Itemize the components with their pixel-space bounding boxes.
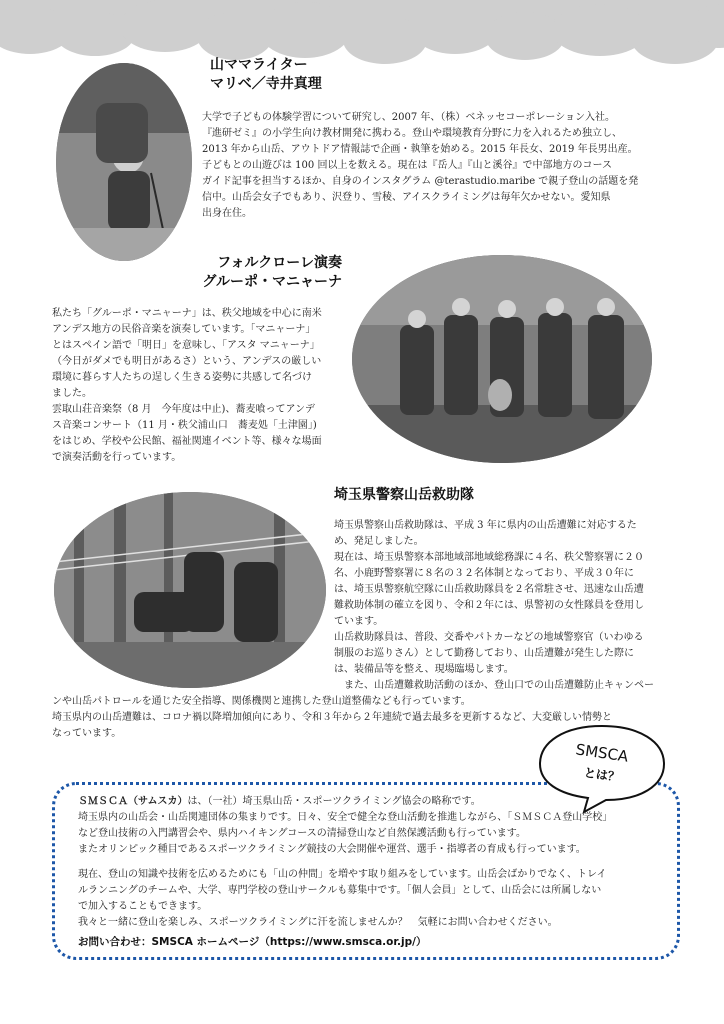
writer-title-line1: 山ママライター — [210, 57, 308, 73]
writer-bio-line: 信中。山岳会女子でもあり、沢登り、雪稜、アイスクライミングは毎年欠かせない。愛知県 — [202, 192, 611, 203]
folklore-text-line: （今日がダメでも明日があるさ）という、アンデスの厳しい — [52, 356, 322, 367]
rescue-text-line: 埼玉県内の山岳遭難は、コロナ禍以降増加傾向にあり、令和３年から２年連続で過去最多を更新するなど、大変厳しい情勢と — [52, 712, 612, 723]
smsca-text-line: 埼玉県内の山岳会・山岳関連団体の集まりです。日々、安全で健全な登山活動を推進しながら、「ＳＭＳＣＡ登山学校」 — [78, 812, 613, 823]
rescue-text-line: また、山岳遭難救助活動のほか、登山口での山岳遭難防止キャンペー — [334, 680, 654, 691]
rescue-text-line: 埼玉県警察山岳救助隊は、平成 3 年に県内の山岳遭難に対応するた — [334, 520, 637, 531]
rescue-description — [334, 518, 676, 678]
writer-bio-line: 大学で子どもの体験学習について研究し、2007 年、（株）ベネッセコーポレーション入社。 — [202, 112, 616, 123]
writer-bio-line: 2013 年から山岳、アウトドア情報誌で企画・執筆を始める。2015 年長女、2019 年長男出産。 — [202, 144, 638, 155]
folklore-title — [200, 254, 342, 292]
rescue-title: 埼玉県警察山岳救助隊 — [334, 487, 474, 503]
smsca-text-line: で加入することもできます。 — [78, 901, 208, 912]
rescue-text-line: 山岳救助隊員は、普段、交番やパトカーなどの地域警察官（いわゆる — [334, 632, 644, 643]
smsca-text-line: ルランニングのチームや、大学、専門学校の登山サークルも募集中です。「個人会員」として、山岳会には所属しない — [78, 885, 602, 896]
contact-link[interactable]: お問い合わせ：SMSCA ホームページ（https://www.smsca.or.jp/） — [78, 936, 427, 948]
speech-bubble-title: SMSCA — [574, 740, 630, 766]
speech-bubble-subtitle: とは？ — [583, 765, 621, 785]
rescue-text-line: 制服のお巡りさん）として勤務しており、山岳遭難が発生した際に — [334, 648, 634, 659]
folklore-text-line: ス音楽コンサート（11 月・秩父浦山口 蕎麦処「土津園」) — [52, 420, 317, 431]
smsca-intro-line — [78, 794, 664, 810]
rescue-text-line: め、発足しました。 — [334, 536, 424, 547]
smsca-text-line: 現在、登山の知識や技術を広めるためにも「山の仲間」を増やす取り組みをしています。山岳会ばかりでなく、トレイ — [78, 869, 607, 880]
rescue-text-line: は、埼玉県警察航空隊に山岳救助隊員を２名常駐させ、迅速な山岳遭 — [334, 584, 644, 595]
rescue-text-line: は、装備品等を整え、現場臨場します。 — [334, 664, 514, 675]
folklore-text-line: ました。 — [52, 388, 92, 399]
writer-bio — [202, 110, 664, 222]
writer-hiking-photo — [56, 63, 192, 261]
writer-name: マリベ／寺井真理 — [210, 76, 322, 92]
writer-bio-line: 子どもとの山遊びは 100 回以上を数える。現在は『岳人』『山と溪谷』で中部地方のコース — [202, 160, 612, 171]
folklore-text-line: 雲取山荘音楽祭（8 月 今年度は中止)、蕎麦喰ってアンデ — [52, 404, 316, 415]
folklore-text-line: で演奏活動を行っています。 — [52, 452, 182, 463]
rescue-text-line: ています。 — [334, 616, 384, 627]
smsca-text-line: 我々と一緒に登山を楽しみ、スポーツクライミングに汗を流しませんか？ 気軽にお問い合わせください。 — [78, 917, 558, 928]
smsca-text-line: など登山技術の入門講習会や、県内ハイキングコースの清掃登山など自然保護活動も行っています。 — [78, 828, 526, 839]
rescue-text-line: なっています。 — [52, 728, 122, 739]
folklore-text-line: アンデス地方の民俗音楽を演奏しています。「マニャーナ」 — [52, 324, 316, 335]
folklore-text-line: 私たち「グルーポ・マニャーナ」は、秩父地域を中心に南米 — [52, 308, 322, 319]
smsca-text-line: またオリンピック種目であるスポーツクライミング競技の大会開催や運営、選手・指導者の育成も行っています。 — [78, 844, 586, 855]
cloud-border-decoration — [0, 0, 724, 70]
smsca-description — [78, 794, 664, 931]
smsca-name: ＳＭＳＣＡ（サムスカ） — [78, 796, 188, 807]
folklore-band-name: グルーポ・マニャーナ — [202, 274, 342, 290]
rescue-text-line: 難救助体制の確立を図り、令和２年には、県警初の女性隊員を登用し — [334, 600, 644, 611]
folklore-text-line: をはじめ、学校や公民館、福祉関連イベント等、様々な場面 — [52, 436, 322, 447]
rescue-text-line: 現在は、埼玉県警察本部地域部地域総務課に４名、秩父警察署に２０ — [334, 552, 644, 563]
folklore-title-line1: フォルクローレ演奏 — [217, 255, 342, 271]
rescue-text-line: ンや山岳パトロールを通じた安全指導、関係機関と連携した登山道整備なども行っています。 — [52, 696, 471, 707]
writer-bio-line: 『進研ゼミ』の小学生向け教材開発に携わる。登山や環境教育分野に力を入れるため独立し、 — [202, 128, 622, 139]
smsca-intro-rest: は、（一社）埼玉県山岳・スポーツクライミング協会の略称です。 — [187, 796, 481, 807]
folklore-text-line: とはスペイン語で「明日」を意味し、「アスタ マニャーナ」 — [52, 340, 320, 351]
writer-bio-line: ガイド記事を担当するほか、自身のインスタグラム @terastudio.maribe で親子登山の話題を発 — [202, 176, 639, 187]
rescue-text-line: 名、小鹿野警察署に８名の３２名体制となっており、平成３０年に — [334, 568, 634, 579]
folklore-description — [52, 306, 352, 466]
band-photo — [352, 255, 652, 463]
writer-bio-line: 出身在住。 — [202, 208, 252, 219]
writer-title — [210, 56, 322, 94]
folklore-text-line: 環境に暮らす人たちの逞しく生きる姿勢に共感して名づけ — [52, 372, 312, 383]
rescue-team-photo — [54, 492, 326, 688]
